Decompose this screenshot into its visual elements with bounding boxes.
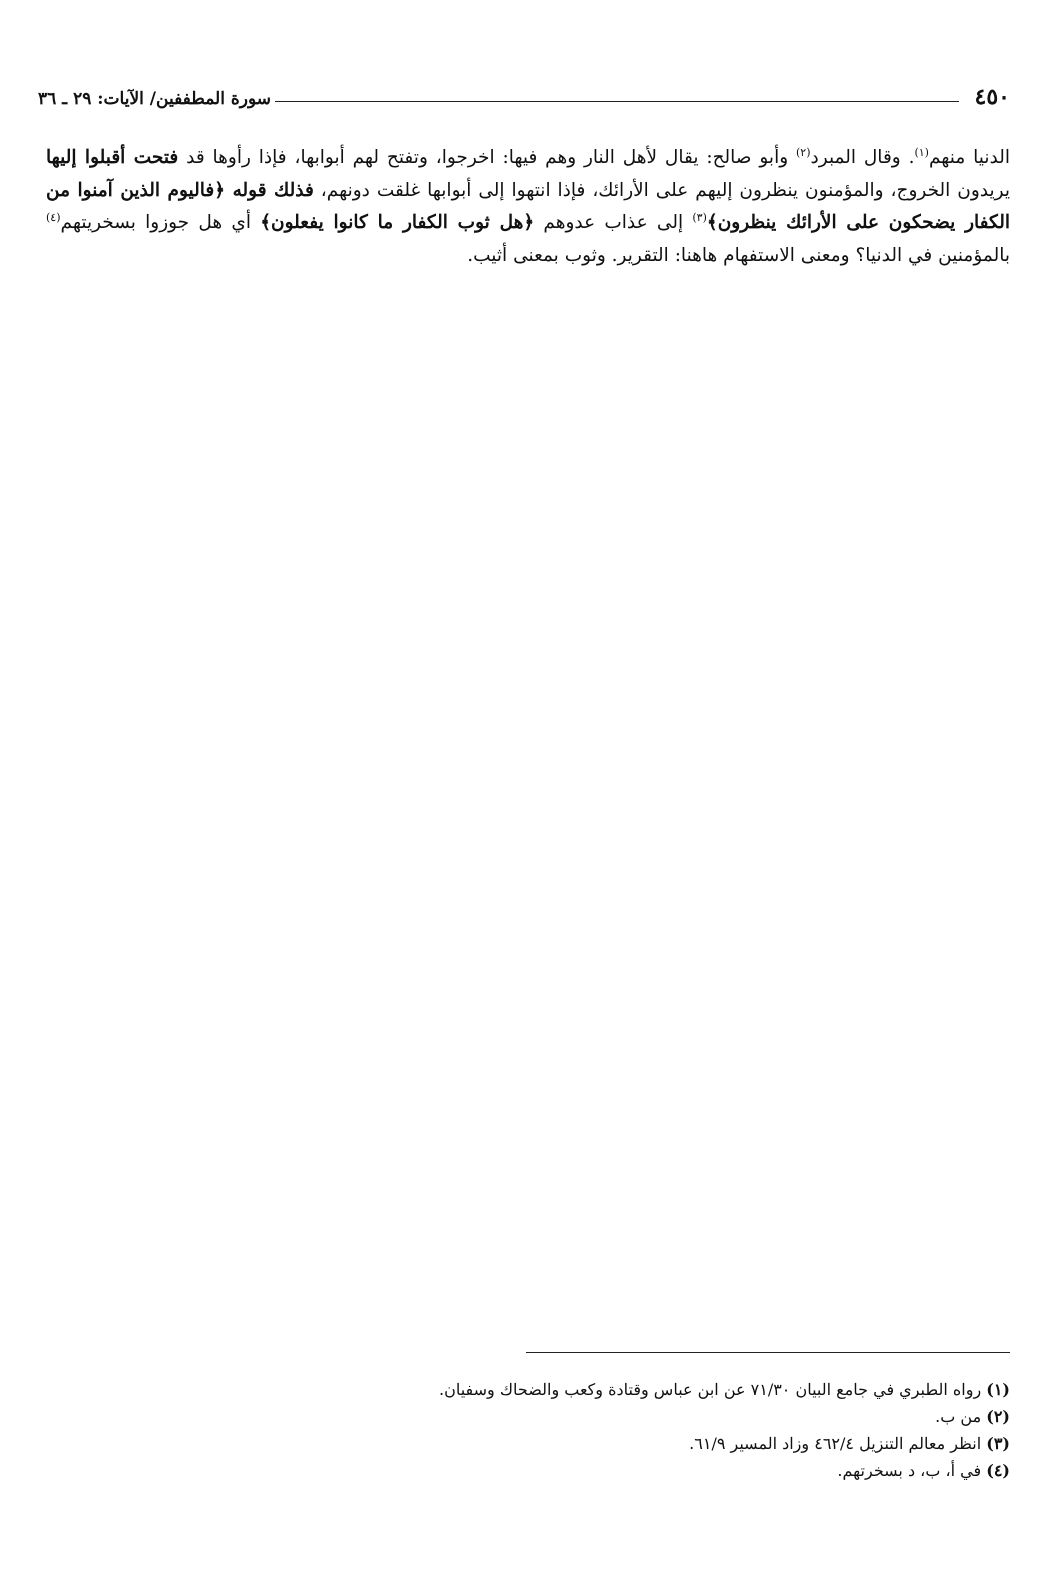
footnotes: [46, 1376, 1010, 1484]
footnote-3: [46, 1430, 1010, 1457]
body-text-bold: فتحت أقبلوا إليها: [46, 147, 179, 168]
header-rule: [275, 101, 959, 102]
body-text: إلى عذاب عدوهم: [534, 212, 693, 233]
footnote-separator: [526, 1352, 1010, 1353]
running-header: [38, 80, 1010, 114]
footnote-ref-3[interactable]: (٣): [692, 210, 707, 224]
quranic-verse-quote: فذلك قوله ﴿فاليوم الذين آمنوا من الكفار يضحكون على الأرائك ينظرون﴾: [46, 179, 1010, 233]
footnote-text: انظر معالم التنزيل ٤٦٢/٤ وزاد المسير ٦١/٩.: [689, 1434, 987, 1453]
footnote-text: في أ، ب، د بسخرتهم.: [837, 1461, 987, 1480]
footnote-text: رواه الطبري في جامع البيان ٧١/٣٠ عن ابن عباس وقتادة وكعب والضحاك وسفيان.: [439, 1380, 987, 1399]
body-text: يريدون الخروج، والمؤمنون ينظرون إليهم على الأرائك، فإذا انتهوا إلى أبوابها غلقت دونهم،: [313, 179, 1010, 201]
body-text: أي هل جوزوا بسخريتهم: [60, 212, 261, 233]
footnote-4: [46, 1457, 1010, 1484]
footnote-2: [46, 1403, 1010, 1430]
footnote-number: (٤): [986, 1461, 1010, 1480]
footnote-1: [46, 1376, 1010, 1403]
surah-title: سورة المطففين/ الآيات: ٢٩ ـ ٣٦: [38, 89, 272, 109]
footnote-ref-1[interactable]: (١): [914, 145, 929, 159]
body-text: . وقال المبرد: [810, 147, 915, 168]
body-text: وأبو صالح: يقال لأهل النار وهم فيها: اخرجوا، وتفتح لهم أبوابها، فإذا رأوها قد: [178, 147, 796, 168]
footnote-text: من ب.: [935, 1407, 987, 1426]
quranic-verse-quote: ﴿هل ثوب الكفار ما كانوا يفعلون﴾: [260, 212, 535, 233]
main-text: [46, 142, 1010, 272]
body-text: بالمؤمنين في الدنيا؟ ومعنى الاستفهام هاهنا: التقرير. وثوب بمعنى أثيب.: [467, 244, 1010, 266]
body-text: الدنيا منهم: [928, 147, 1011, 168]
page-number: ٤٥٠: [974, 84, 1010, 110]
footnote-number: (١): [986, 1380, 1010, 1399]
footnote-number: (٢): [986, 1407, 1010, 1426]
footnote-ref-2[interactable]: (٢): [796, 145, 811, 159]
footnote-ref-4[interactable]: (٤): [46, 210, 61, 224]
footnote-number: (٣): [986, 1434, 1010, 1453]
